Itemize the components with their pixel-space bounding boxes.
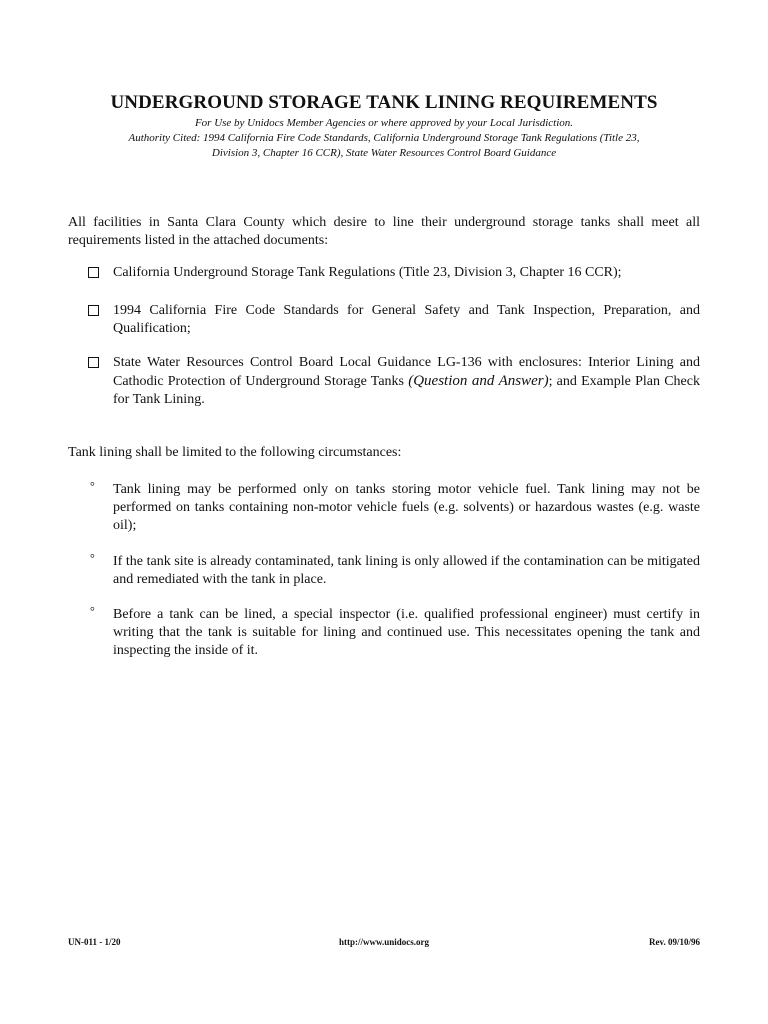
degree-bullet-icon: ° xyxy=(90,551,95,565)
degree-bullet-icon: ° xyxy=(90,479,95,493)
footer-url: http://www.unidocs.org xyxy=(338,937,429,947)
checkbox-icon xyxy=(88,357,99,368)
document-list-item-text: California Underground Storage Tank Regulations (Title 23, Division 3, Chapter 16 CCR); xyxy=(113,265,622,280)
document-text-part: State Water Resources Control Board Local Guidance LG-136 with enclosures: Interior Lining and Cathodic Protection of Underground Storage Tanks xyxy=(113,355,700,389)
subtitle-authority-line-continued: Division 3, Chapter 16 CCR), State Water Resources Control Board Guidance xyxy=(211,147,557,159)
degree-bullet-icon: ° xyxy=(90,604,95,618)
limitation-text: Tank lining may be performed only on tanks storing motor vehicle fuel. Tank lining may not be performed on tanks containing non-motor vehicle fuels (e.g. solvents) or hazardous wastes (e.g. waste oil); xyxy=(113,482,700,533)
limitation-text: Before a tank can be lined, a special inspector (i.e. qualified professional engineer) must certify in writing that the tank is suitable for lining and continued use. This necessitates opening the tank and inspecting the inside of it. xyxy=(113,607,700,658)
checkbox-icon xyxy=(88,267,99,278)
document-title: UNDERGROUND STORAGE TANK LINING REQUIREMENTS xyxy=(110,92,658,113)
limitation-text: If the tank site is already contaminated, tank lining is only allowed if the contamination can be mitigated and remediated with the tank in place. xyxy=(113,554,700,587)
document-list-item-text xyxy=(113,354,700,409)
intro-paragraph: All facilities in Santa Clara County which desire to line their underground storage tanks shall meet all requirements listed in the attached documents: xyxy=(68,215,700,248)
footer-revision: Rev. 09/10/96 xyxy=(649,937,700,947)
subtitle-usage-line: For Use by Unidocs Member Agencies or where approved by your Local Jurisdiction. xyxy=(194,117,574,129)
footer-document-id: UN-011 - 1/20 xyxy=(68,937,121,947)
subtitle-authority-line: Authority Cited: 1994 California Fire Code Standards, California Underground Storage Tank Regulations (Title 23, xyxy=(128,132,640,144)
checkbox-icon xyxy=(88,305,99,316)
document-text-italic: (Question and Answer) xyxy=(408,373,549,389)
document-list-item-text: 1994 California Fire Code Standards for General Safety and Tank Inspection, Preparation, and Qualification; xyxy=(113,303,700,336)
document-text-part: ; and Example Plan Check for Tank Lining. xyxy=(113,374,700,407)
document-subtitle xyxy=(0,116,768,161)
limitations-intro: Tank lining shall be limited to the following circumstances: xyxy=(68,445,402,460)
